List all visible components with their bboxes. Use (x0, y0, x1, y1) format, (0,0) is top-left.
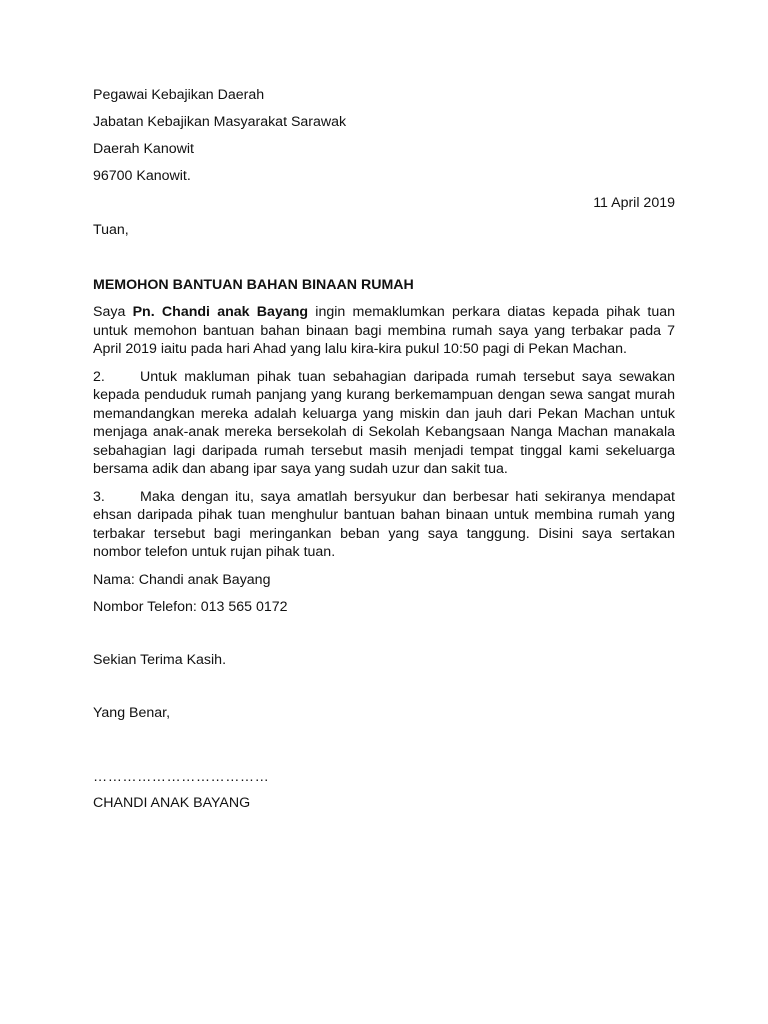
contact-phone: Nombor Telefon: 013 565 0172 (93, 598, 288, 615)
paragraph-1-text: ingin memaklumkan perkara diatas kepada pihak tuan untuk memohon bantuan bahan binaan bagi membina rumah saya yang terbakar pada 7 April 2019 iaitu pada hari Ahad yang lalu kira-kira pukul 10:50 pagi di Pekan Machan. (93, 304, 676, 357)
letter-page (93, 86, 675, 813)
signer-name: CHANDI ANAK BAYANG (93, 794, 251, 811)
paragraph-1-prefix: Saya (93, 304, 133, 320)
recipient-line-3: Daerah Kanowit (93, 141, 194, 157)
salutation: Tuan, (93, 222, 129, 238)
recipient-line-2: Jabatan Kebajikan Masyarakat Sarawak (93, 114, 347, 130)
contact-name: Nama: Chandi anak Bayang (93, 571, 271, 588)
paragraph-3-text: Maka dengan itu, saya amatlah bersyukur dan berbesar hati sekiranya mendapat ehsan daripada pihak tuan menghulur bantuan bahan binaan untuk membina rumah yang terbakar tersebut bagi meringankan beban yang saya tanggung. Disini saya sertakan nombor telefon untuk rujan pihak tuan. (93, 488, 675, 560)
signature-line: ……………………………… (93, 768, 270, 785)
recipient-line-1: Pegawai Kebajikan Daerah (93, 87, 265, 103)
paragraph-3 (93, 488, 675, 562)
letter-date: 11 April 2019 (593, 195, 675, 211)
letter-subject: MEMOHON BANTUAN BAHAN BINAAN RUMAH (93, 277, 414, 293)
paragraph-1 (93, 303, 675, 359)
paragraph-2-number: 2. (93, 368, 105, 385)
paragraph-2 (93, 368, 675, 479)
paragraph-2-text: Untuk makluman pihak tuan sebahagian daripada rumah tersebut saya sewakan kepada penduduk rumah panjang yang kurang berkemampuan dengan sewa sangat murah memandangkan mereka adalah keluarga yang miskin dan jauh dari Pekan Machan untuk menjaga anak-anak mereka bersekolah di Sekolah Kebangsaan Nanga Machan manakala sebahagian lagi daripada rumah tersebut masih menjadi tempat tinggal kami sekeluarga bersama adik dan abang ipar saya yang sudah uzur dan sakit tua. (93, 368, 675, 477)
recipient-line-4: 96700 Kanowit. (93, 168, 191, 184)
paragraph-3-number: 3. (93, 488, 105, 505)
applicant-name-bold: Pn. Chandi anak Bayang (132, 304, 309, 320)
signoff-line: Yang Benar, (93, 704, 171, 721)
closing-line: Sekian Terima Kasih. (93, 651, 227, 668)
